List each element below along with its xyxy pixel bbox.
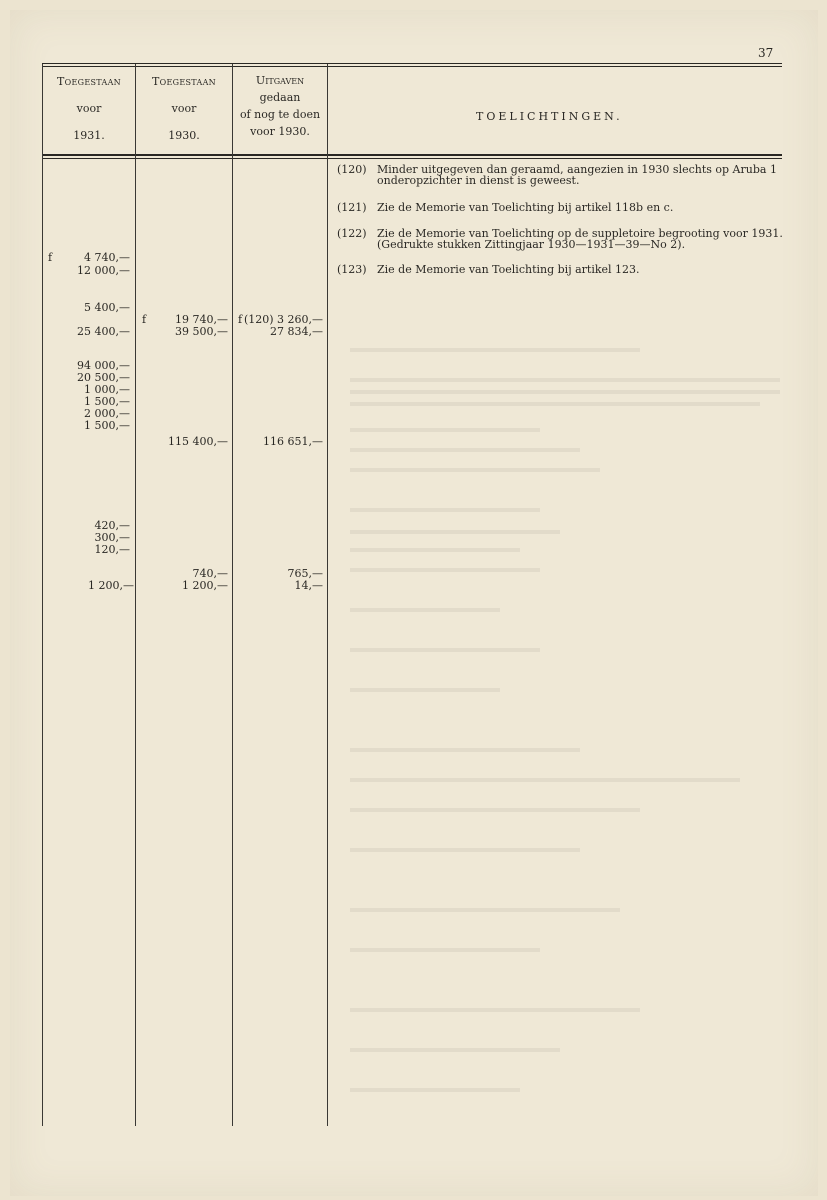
note-121 [337, 202, 787, 214]
header-top-rule [42, 63, 782, 64]
page-number: 37 [758, 46, 774, 60]
header-bottom-rule [42, 154, 782, 156]
header-toelichtingen: TOELICHTINGEN. [476, 110, 623, 123]
col1-value: 20 500,— [77, 371, 130, 384]
col1-value: 12 000,— [77, 264, 130, 277]
note-text: Minder uitgegeven dan geraamd, aangezien in 1930 slechts op Aruba 1 onderopzichter in dienst is geweest. [377, 163, 777, 187]
header-bottom-rule-2 [42, 158, 782, 159]
note-122 [337, 228, 787, 252]
note-text: Zie de Memorie van Toelichting bij artikel 123. [377, 263, 640, 276]
note-ref: (123) [337, 263, 367, 276]
col1-value: 420,— [94, 519, 130, 532]
col1-value: 1 500,— [84, 419, 130, 432]
column-line-3 [327, 64, 328, 1126]
col1-value: 1 500,— [84, 395, 130, 408]
col3-value: (120) 3 260,— [243, 313, 323, 326]
note-text: Zie de Memorie van Toelichting bij artikel 118b en c. [377, 201, 674, 214]
col3-value: 765,— [287, 567, 323, 580]
header-col3: Uitgaven gedaan of nog te doen voor 1930. [239, 74, 321, 138]
column-line-2 [232, 64, 233, 1126]
col1-value: 5 400,— [84, 301, 130, 314]
col2-value: 740,— [192, 567, 228, 580]
col1-value: 1 200,— [88, 579, 134, 592]
column-line-1 [135, 64, 136, 1126]
header-top-rule-2 [42, 66, 782, 67]
currency-symbol: f [48, 251, 53, 264]
note-123 [337, 264, 787, 276]
col3-value: 116 651,— [263, 435, 323, 448]
col1-value: 120,— [94, 543, 130, 556]
currency-symbol-col3: f [238, 313, 243, 326]
note-ref: (121) [337, 201, 367, 214]
note-ref: (122) [337, 227, 367, 240]
col2-value: 1 200,— [182, 579, 228, 592]
col1-value: 1 000,— [84, 383, 130, 396]
note-ref: (120) [337, 163, 367, 176]
col1-value: 94 000,— [77, 359, 130, 372]
col2-value: 115 400,— [168, 435, 228, 448]
col2-value: 39 500,— [175, 325, 228, 338]
column-line-left [42, 64, 43, 1126]
header-col1: Toegestaan voor 1931. [57, 75, 121, 142]
col3-value: 27 834,— [270, 325, 323, 338]
note-text: Zie de Memorie van Toelichting op de suppletoire begrooting voor 1931. (Gedrukte stukken Zittingjaar 1930—1931—39—No 2). [377, 227, 783, 251]
note-120 [337, 164, 787, 188]
col2-value: 19 740,— [175, 313, 228, 326]
col1-value: 25 400,— [77, 325, 130, 338]
col1-value: 2 000,— [84, 407, 130, 420]
show-through-texture [340, 310, 810, 1130]
page [10, 10, 818, 1196]
col1-value: 4 740,— [84, 251, 130, 264]
currency-symbol-col2: f [142, 313, 147, 326]
col3-value: 14,— [294, 579, 323, 592]
header-col2: Toegestaan voor 1930. [152, 75, 216, 142]
col1-value: 300,— [94, 531, 130, 544]
